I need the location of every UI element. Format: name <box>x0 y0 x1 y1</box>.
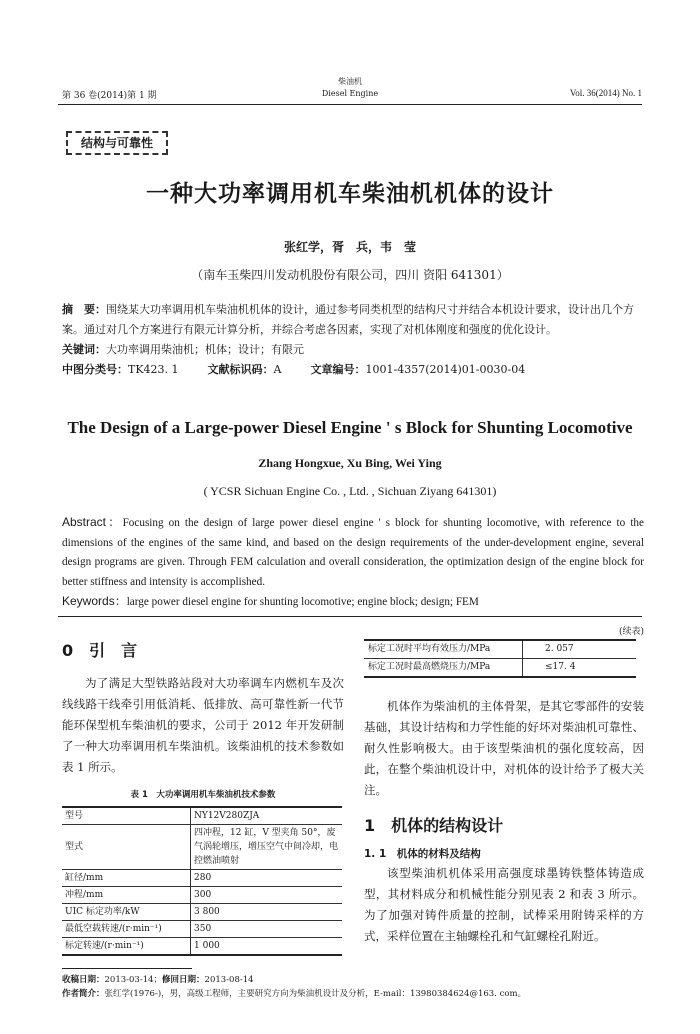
clc-label: 中图分类号： <box>62 363 128 376</box>
keywords-en-text: large power diesel engine for shunting locomotive; engine block; design; FEM <box>126 596 479 609</box>
table-1 <box>62 806 342 956</box>
table-cell-key: UIC 标定功率/kW <box>62 904 191 921</box>
footnote-dates <box>62 973 662 987</box>
keywords-en-label: Keywords： <box>62 594 127 609</box>
table-cell-value: 1 000 <box>191 938 343 956</box>
table-cell-value: 2. 057 <box>523 640 637 659</box>
section-tag: 结构与可靠性 <box>66 131 168 155</box>
abstract-en-body <box>62 513 644 592</box>
table-cell-key: 最低空载转速/(r·min⁻¹) <box>62 921 191 938</box>
table-row <box>62 807 342 825</box>
table-row <box>62 921 342 938</box>
block-intro-paragraph: 机体作为柴油机的主体骨架，是其它零部件的安装基础，其设计结构和力学性能的好坏对柴油机可靠性、耐久性影响极大。由于该型柴油机的强化度较高，因此，在整个柴油机设计中，对机体的设计给予了极大关注。 <box>364 699 644 797</box>
table-row <box>62 938 342 956</box>
received-label: 收稿日期： <box>62 975 105 985</box>
doc-code-label: 文献标识码： <box>207 363 274 376</box>
abstract-cn-body <box>62 300 642 340</box>
table-row <box>364 659 636 678</box>
footnote-author-bio <box>62 987 662 1001</box>
footnote-divider <box>62 968 192 969</box>
table-row <box>62 870 342 887</box>
table-cell-key: 型式 <box>62 825 191 870</box>
table-1-continued <box>364 639 636 678</box>
section-1-heading: 1 机体的结构设计 <box>364 816 504 835</box>
table-cell-key: 缸径/mm <box>62 870 191 887</box>
keywords-en <box>62 592 644 613</box>
header-volume: 第 36 卷(2014)第 1 期 <box>62 91 157 101</box>
keywords-cn-label: 关键词： <box>62 343 106 356</box>
table-cell-key: 型号 <box>62 807 191 825</box>
table-cell-value: ≤17. 4 <box>523 659 637 678</box>
section-0-paragraph: 为了满足大型铁路站段对大功率调车内燃机车及次线线路干线牵引用低消耗、低排放、高可靠性新一代节能环保型机车柴油机的要求，公司于 2012 年开发研制了一种大功率调用机车柴油机。该柴油机的技术参数如表 1 所示。 <box>62 676 344 774</box>
right-column <box>364 624 644 947</box>
affiliation-en: ( YCSR Sichuan Engine Co. , Ltd. , Sichuan Ziyang 641301) <box>203 484 497 498</box>
left-column <box>62 638 344 956</box>
footnotes <box>62 973 662 1001</box>
abstract-en <box>62 513 644 613</box>
authors-en: Zhang Hongxue, Xu Bing, Wei Ying <box>258 456 442 470</box>
table-cell-key: 标定工况时最高燃烧压力/MPa <box>364 659 523 678</box>
keywords-cn <box>62 340 642 360</box>
table-cell-value: 四冲程，12 缸，V 型夹角 50°，废气涡轮增压，增压空气中间冷却，电控燃油喷射 <box>191 825 343 870</box>
table-cell-key: 冲程/mm <box>62 887 191 904</box>
table-row <box>62 825 342 870</box>
abstract-en-text: Focusing on the design of large power diesel engine ' s block for shunting locomotive, with reference to the dimensions of the engines of the same kind, and based on the design requirements of the under-development engine, several design programs are given. Through FEM calculation and overall consideration, the optimization design of the engine block for better stiffness and intensity is accomplished. <box>62 517 644 588</box>
bio-text: 张红学(1976-)，男，高级工程师，主要研究方向为柴油机设计及分析，E-mail：13980384624@163. com。 <box>104 989 527 999</box>
abstract-cn-label: 摘 要： <box>62 303 106 316</box>
header-divider <box>58 104 642 105</box>
keywords-cn-text: 大功率调用柴油机；机体；设计；有限元 <box>106 343 304 356</box>
section-0-heading: 0 引 言 <box>62 641 138 660</box>
table-cell-value: 3 800 <box>191 904 343 921</box>
page-title-en: The Design of a Large-power Diesel Engine ' s Block for Shunting Locomotive <box>67 418 633 437</box>
section-1-1-paragraph: 该型柴油机机体采用高强度球墨铸铁整体铸造成型，其材料成分和机械性能分别见表 2 和表 3 所示。为了加强对铸件质量的控制，试棒采用附铸采样的方式，采样位置在主轴螺栓孔和气缸螺栓孔附近。 <box>364 866 644 943</box>
received-date: 2013-03-14； <box>104 975 163 985</box>
abstract-divider <box>58 616 642 617</box>
bio-label: 作者简介： <box>62 989 105 999</box>
table-1-continued-label: (续表) <box>618 627 644 637</box>
section-1-1-heading: 1. 1 机体的材料及结构 <box>364 848 481 860</box>
table-row <box>364 640 636 659</box>
abstract-cn-text: 围绕某大功率调用机车柴油机机体的设计，通过参考同类机型的结构尺寸并结合本机设计要求，设计出几个方案。通过对几个方案进行有限元计算分析，并综合考虑各因素，实现了对机体刚度和强度的优化设计。 <box>62 303 634 336</box>
header-volume-en: Vol. 36(2014) No. 1 <box>569 88 642 98</box>
table-1-title: 表 1 大功率调用机车柴油机技术参数 <box>130 790 276 800</box>
table-cell-value: 350 <box>191 921 343 938</box>
revised-label: 修回日期： <box>162 975 205 985</box>
table-cell-value: 300 <box>191 887 343 904</box>
revised-date: 2013-08-14 <box>204 975 254 985</box>
classification-line <box>62 360 642 380</box>
table-cell-key: 标定转速/(r·min⁻¹) <box>62 938 191 956</box>
abstract-en-label: Abstract： <box>62 515 123 529</box>
table-cell-value: NY12V280ZJA <box>191 807 343 825</box>
affiliation-cn: （南车玉柴四川发动机股份有限公司，四川 资阳 641301） <box>191 268 509 282</box>
abstract-cn <box>62 300 642 380</box>
table-cell-value: 280 <box>191 870 343 887</box>
table-row <box>62 887 342 904</box>
authors-cn: 张红学，胥 兵，韦 莹 <box>283 240 416 254</box>
header-journal-en: Diesel Engine <box>321 89 379 98</box>
header-journal-cn: 柴油机 <box>338 77 362 86</box>
table-cell-key: 标定工况时平均有效压力/MPa <box>364 640 523 659</box>
clc-value: TK423. 1 <box>128 363 179 376</box>
table-row <box>62 904 342 921</box>
doc-code-value: A <box>273 363 282 376</box>
article-no-label: 文章编号： <box>310 363 366 376</box>
page-title-cn: 一种大功率调用机车柴油机机体的设计 <box>146 181 554 207</box>
article-no-value: 1001-4357(2014)01-0030-04 <box>365 363 526 376</box>
